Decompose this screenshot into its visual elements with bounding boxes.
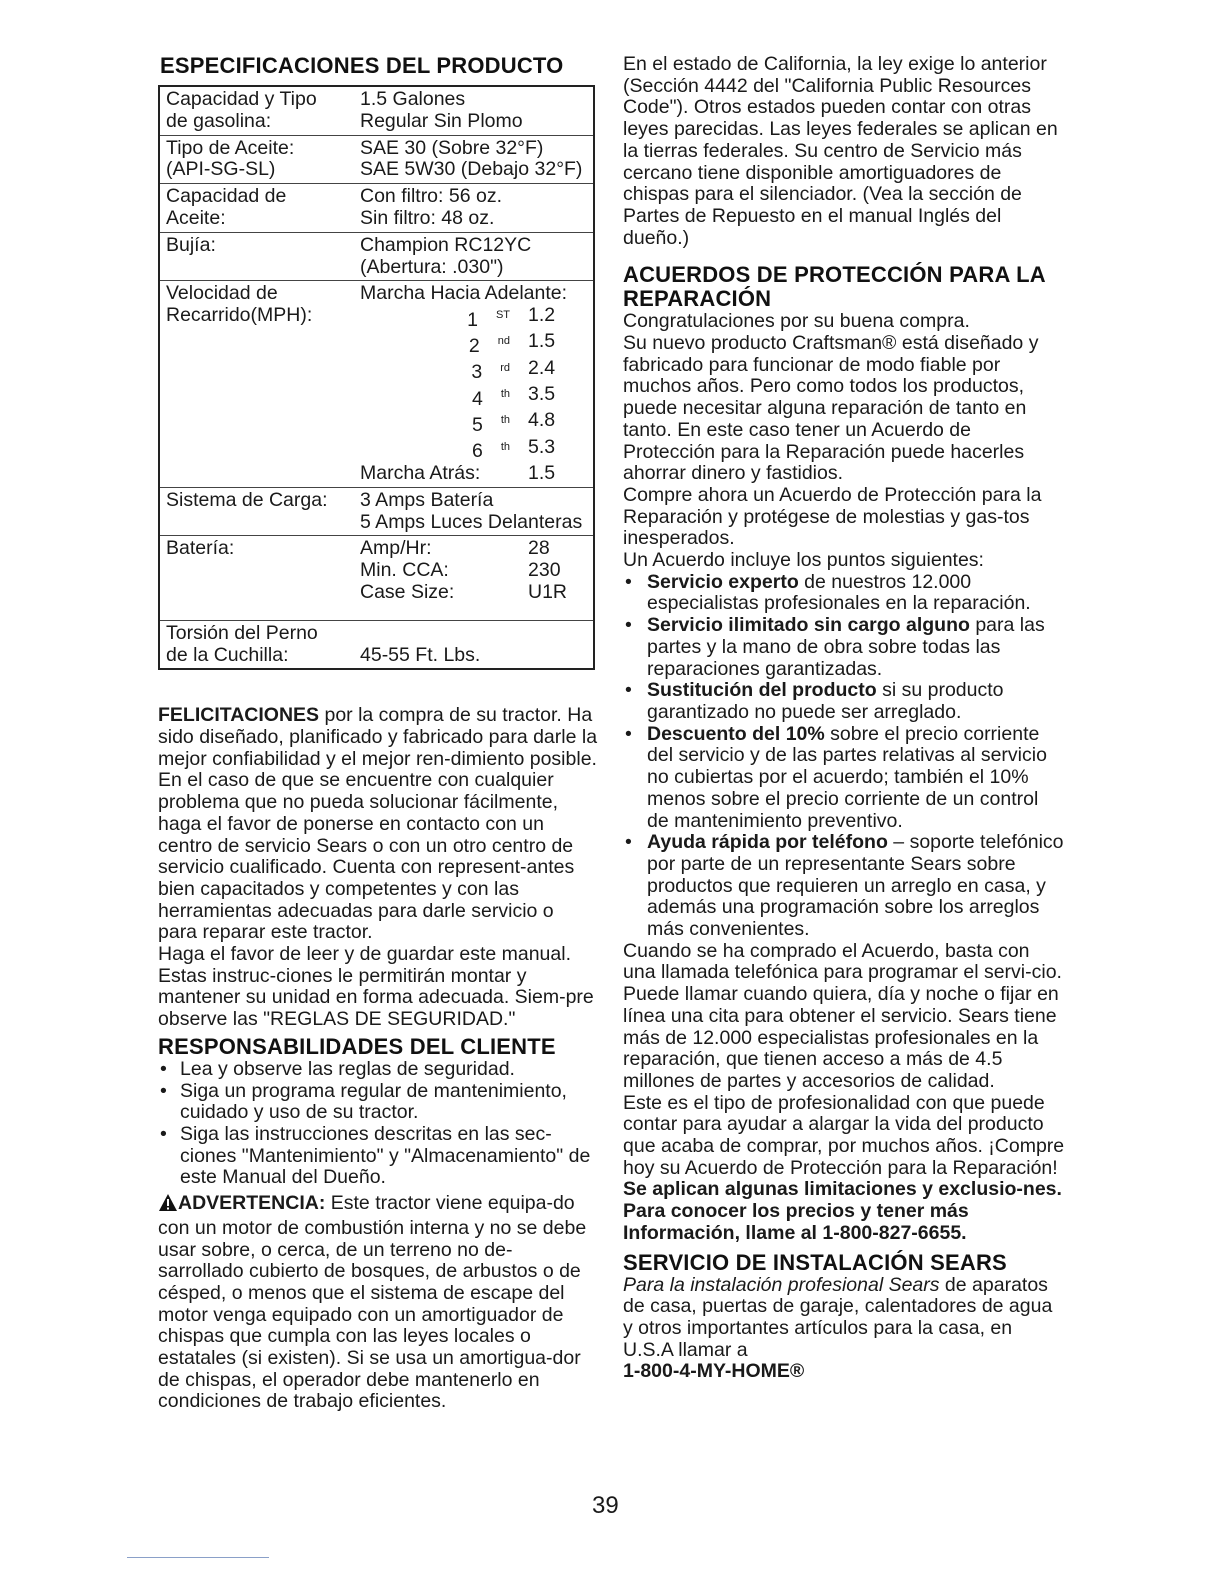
spec-value: Sin filtro: 48 oz. (360, 206, 495, 229)
spec-key: de la Cuchilla: (166, 643, 289, 666)
forward-label: Marcha Hacia Adelante: (360, 282, 568, 305)
spec-row (159, 487, 594, 536)
spec-value: Champion RC12YC (360, 233, 532, 256)
spec-value: 5 Amps Luces Delanteras (360, 510, 583, 533)
left-column (158, 54, 598, 1413)
spec-value: (Abertura: .030") (360, 255, 504, 278)
acuerdos-paragraph: Cuando se ha comprado el Acuerdo, basta con una llamada telefónica para programar el servi-cio. Puede llamar cuando quiera, día y noche o fijar en línea una cita para obtener el servicio. Sears tiene más de 12.000 especialistas profesionales en la reparación, que tienen acceso a más de 4.5 millones de partes y accesorios de calidad. (623, 939, 1062, 1092)
spec-table (158, 85, 595, 670)
gear-label: 3 $^{rd}$ (471, 361, 510, 384)
install-title: SERVICIO DE INSTALACIÓN SEARS (623, 1249, 1007, 1275)
acuerdos-limitations: Se aplican algunas limitaciones y exclusio-nes. Para conocer los precios y tener más Información, llame al 1-800-827-6655. (623, 1178, 1062, 1244)
reverse-value: 1.5 (528, 461, 556, 484)
spec-row (159, 620, 594, 669)
spec-key: Capacidad de (166, 185, 287, 208)
spec-key: Capacidad y Tipo (166, 88, 317, 110)
spec-key: Velocidad de (166, 282, 278, 305)
install-phone: 1-800-4-MY-HOME® (623, 1360, 805, 1383)
acuerdos-paragraph: Un Acuerdo incluye los puntos siguientes: (623, 549, 984, 572)
acuerdos-paragraph: Este es el tipo de profesionalidad con que puede contar para ayudar a alargar la vida del producto que acaba de comprar, por muchos años. ¡Compre hoy su Acuerdo de Protección para la Reparación! (623, 1091, 1065, 1179)
right-column (623, 54, 1065, 1383)
gear-value: 5.3 (528, 435, 556, 458)
spec-row (159, 232, 594, 281)
gear-value: 1.5 (528, 330, 556, 353)
spec-key: Aceite: (166, 206, 226, 229)
gear-grid (360, 305, 593, 463)
california-paragraph: En el estado de California, la ley exige lo anterior (Sección 4442 del "California Public Resources Code"). Otros estados pueden contar con otras leyes parecidas. Las leyes federales se aplican en la tierras federales. Su centro de Servicio más cercano tiene disponible amortiguadores de chispas para el silenciador. (Vea la sección de Partes de Repuesto en el manual Inglés del dueño.) (623, 53, 1058, 249)
page-number: 39 (592, 1492, 619, 1519)
list-item: • Lea y observe las reglas de seguridad. (158, 1059, 598, 1081)
spec-key: de gasolina: (166, 109, 272, 132)
list-item: • Servicio ilimitado sin cargo alguno para las partes y la mano de obra sobre todas las reparaciones garantizadas. (623, 615, 1065, 680)
acuerdos-intro: Congratulaciones por su buena compra. (623, 310, 970, 333)
list-item: • Sustitución del producto si su producto garantizado no puede ser arreglado. (623, 680, 1065, 723)
reverse-label: Marcha Atrás: (360, 461, 481, 484)
spec-row (159, 536, 594, 620)
congrats-paragraph: FELICITACIONES por la compra de su tractor. Ha sido diseñado, planificado y fabricado para darle la mejor confiabilidad y el mejor ren-dimiento posible. (158, 704, 598, 770)
list-item: • Servicio experto de nuestros 12.000 especialistas profesionales en la reparación. (623, 572, 1065, 615)
spec-key: Batería: (166, 537, 235, 560)
spec-key: Bujía: (166, 233, 216, 256)
spec-value: 3 Amps Batería (360, 488, 494, 511)
gear-value: 1.2 (528, 304, 556, 327)
gear-label: 2 $^{nd}$ (468, 334, 510, 357)
spec-row (159, 184, 594, 233)
spec-value: Con filtro: 56 oz. (360, 185, 502, 208)
gear-value: 4.8 (528, 409, 556, 432)
battery-grid: Amp/Hr: 28 Min. CCA: 230 Case Size: U1R (360, 537, 568, 603)
spec-value: SAE 5W30 (Debajo 32°F) (360, 158, 583, 181)
spec-row-speed (159, 281, 594, 487)
spec-title: ESPECIFICACIONES DEL PRODUCTO (160, 53, 564, 78)
gear-value: 3.5 (528, 383, 556, 406)
gear-label: 5 $^{th}$ (471, 413, 510, 436)
gear-label: 4 $^{th}$ (471, 387, 510, 410)
spec-key: Recarrido(MPH): (166, 304, 313, 327)
spec-key: Torsión del Perno (166, 621, 318, 644)
list-item: • Descuento del 10% sobre el precio corriente del servicio y de las partes relativas al servicio no cubiertas por el acuerdo; también el 10% menos sobre el precio corriente de un control de mantenimiento preventivo. (623, 724, 1065, 833)
warning-paragraph: ADVERTENCIA: Este tractor viene equipa-do con un motor de combustión interna y no se debe usar sobre, o cerca, de un terreno no de-sarrollado cubierto de bosques, de arbustos o de césped, o menos que el sistema de escape del motor venga equipado con un amortiguador de chispas que cumpla con las leyes locales o estatales (si existen). Si se usa un amortigua-dor de chispas, el operador debe mantenerlo en condiciones de trabajo eficientes. (158, 1192, 587, 1413)
resp-title: RESPONSABILIDADES DEL CLIENTE (158, 1033, 556, 1059)
spec-key: (API-SG-SL) (166, 158, 276, 181)
install-paragraph: Para la instalación profesional Sears de aparatos de casa, puertas de garaje, calentadores de agua y otros importantes artículos para la casa, en U.S.A llamar a (623, 1273, 1053, 1361)
gear-value: 2.4 (528, 356, 556, 379)
spec-key: Tipo de Aceite: (166, 136, 295, 159)
spec-key: Sistema de Carga: (166, 488, 328, 511)
acuerdos-list (623, 572, 1065, 941)
bottom-divider (127, 1557, 269, 1558)
service-paragraph: En el caso de que se encuentre con cualquier problema que no pueda solucionar fácilmente, haga el favor de ponerse en contacto con un centro de servicio Sears o con un otro centro de servicio cualificado. Cuenta con represent-antes bien capacitados y competentes y con las herramientas adecuadas para darle servicio o para reparar este tractor. (158, 769, 575, 944)
spec-row (159, 86, 594, 135)
spec-value: SAE 30 (Sobre 32°F) (360, 136, 544, 159)
list-item: • Ayuda rápida por teléfono – soporte telefónico por parte de un representante Sears sobre productos que requieren un arreglo en casa, y además una programación sobre los arreglos más convenientes. (623, 832, 1065, 941)
acuerdos-paragraph: Compre ahora un Acuerdo de Protección para la Reparación y protégese de molestias y gas-tos inesperados. (623, 483, 1042, 550)
spec-value: 45-55 Ft. Lbs. (360, 643, 481, 666)
manual-paragraph: Haga el favor de leer y de guardar este manual. Estas instruc-ciones le permitirán montar y mantener su unidad en forma adecuada. Siem-pre observe las "REGLAS DE SEGURIDAD." (158, 943, 594, 1031)
acuerdos-title: ACUERDOS DE PROTECCIÓN PARA LA REPARACIÓN (623, 262, 1045, 312)
spec-value: 1.5 Galones (360, 88, 466, 110)
spec-value: Regular Sin Plomo (360, 109, 523, 132)
resp-list (158, 1059, 598, 1189)
warning-icon (158, 1193, 178, 1218)
gear-label: 6 $^{th}$ (471, 440, 510, 463)
acuerdos-paragraph: Su nuevo producto Craftsman® está diseñado y fabricado para funcionar de modo fiable por muchos años. Pero como todos los productos, puede necesitar alguna reparación de tanto en tanto. En este caso tener un Acuerdo de Protección para la Reparación puede hacerles ahorrar dinero y fastidios. (623, 332, 1039, 485)
spec-row (159, 135, 594, 184)
list-item: • Siga las instrucciones descritas en las sec-ciones "Mantenimiento" y "Almacenamiento" de este Manual del Dueño. (158, 1124, 598, 1189)
gear-label: 1 $^{ST}$ (467, 308, 510, 331)
list-item: • Siga un programa regular de mantenimiento, cuidado y uso de su tractor. (158, 1081, 598, 1124)
